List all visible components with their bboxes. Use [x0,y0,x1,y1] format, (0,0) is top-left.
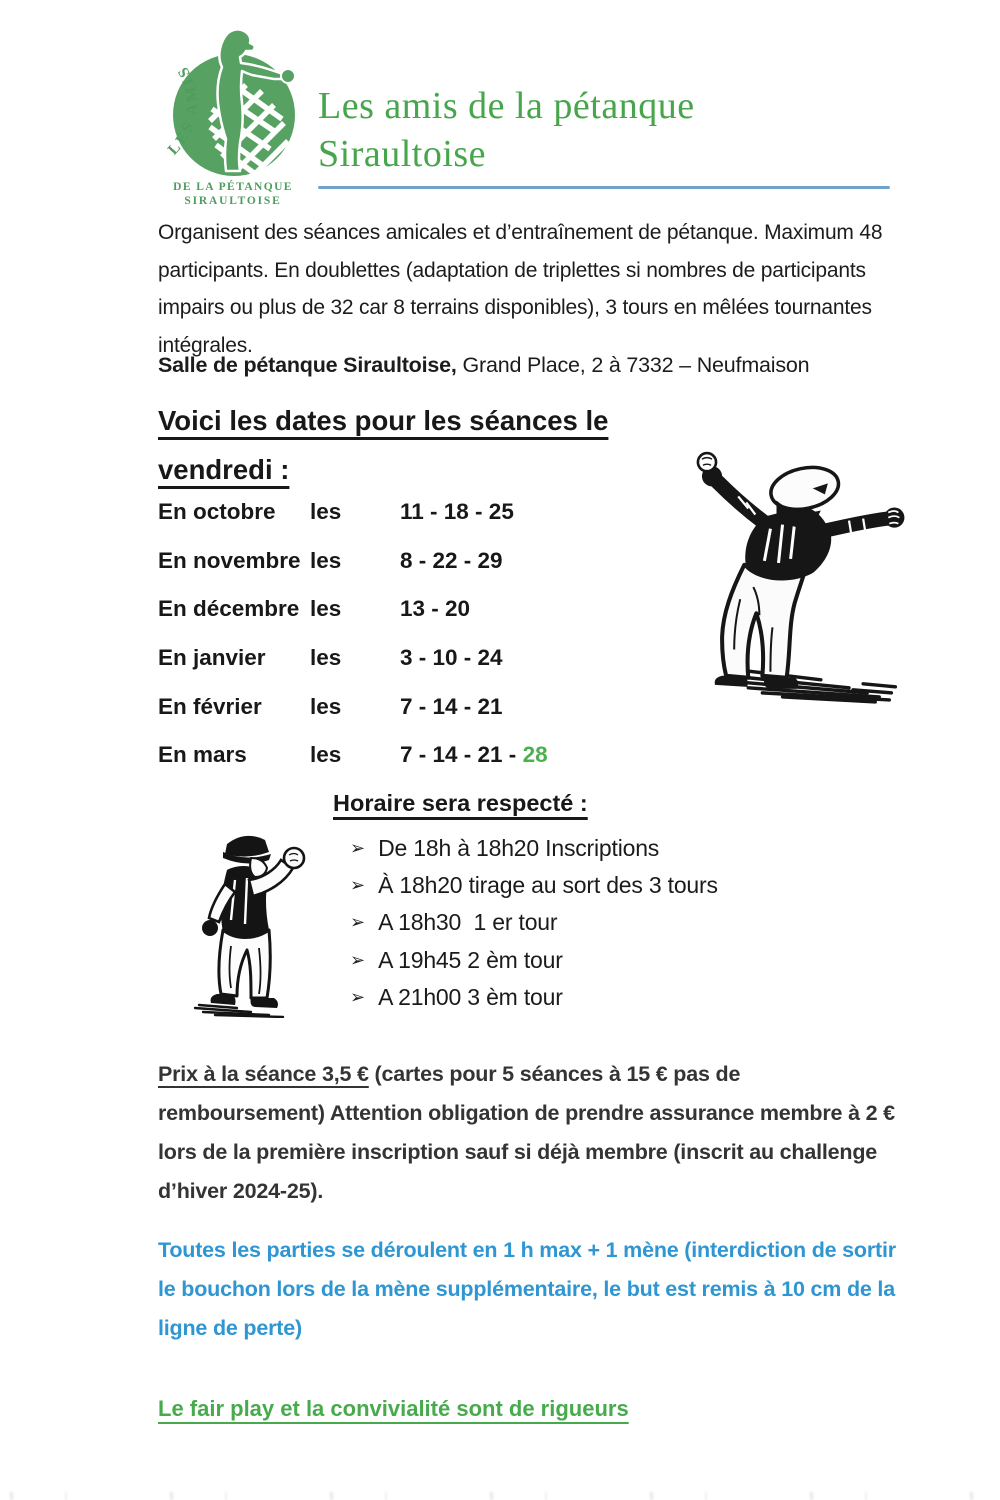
schedule-row [158,499,638,548]
player-raised-arm [718,482,764,522]
horaire-item [350,835,718,872]
boule-icon [698,453,716,471]
player-legs [219,930,270,998]
schedule-days-text: 7 - 14 - 21 - [400,742,523,768]
venue-line [158,353,809,378]
page-title [318,82,695,178]
schedule-month: En février [158,693,262,719]
logo-caption-line1: DE LA PÉTANQUE [173,181,293,193]
player-foot [251,998,279,1008]
schedule-days-text: 13 - 20 [400,596,471,622]
schedule-month: En mars [158,742,247,768]
player-legs [722,565,805,678]
schedule-month: En janvier [158,645,266,671]
schedule-days [400,742,548,768]
fairplay-line: Le fair play et la convivialité sont de rigueurs [158,1396,629,1421]
horaire-item-label: A 19h45 2 èm tour [378,946,563,973]
schedule-row [158,645,638,694]
player-foot [211,994,236,1005]
player-foot [764,678,798,689]
schedule-days [400,694,503,720]
intro-paragraph: Organisent des séances amicales et d’entraînement de pétanque. Maximum 48 participants. En doublettes (adaptation de triplettes si nombres de participants impairs ou plus de 32 car 8 terrains disponibles), 3 tours en mêlées tournantes intégrales. [158,221,883,357]
dates-heading-line1: Voici les dates pour les séances le [158,405,609,436]
schedule-article: les [310,547,342,573]
petanque-thrower-illustration-icon [650,438,905,710]
schedule-article: les [310,742,342,768]
horaire-item [350,984,718,1021]
venue-name: Salle de pétanque Siraultoise, [158,353,457,377]
schedule-days-highlight: 28 [522,742,548,768]
arrowhead-bullet-icon: ➢ [350,838,366,858]
logo-boule [281,69,295,83]
arrowhead-bullet-icon: ➢ [350,875,366,896]
horaire-item [350,947,718,984]
boule-icon [202,920,218,936]
schedule-days-text: 11 - 18 - 25 [400,499,514,524]
schedule-article: les [310,596,342,622]
schedule-row [158,742,638,791]
horaire-item-label: De 18h à 18h20 Inscriptions [378,835,660,861]
schedule-article: les [310,645,342,671]
arrowhead-bullet-icon: ➢ [350,912,366,933]
horaire-item [350,909,718,946]
schedule-days [400,596,470,622]
dates-heading [158,396,608,494]
schedule-days-text: 3 - 10 - 24 [400,645,503,671]
horaire-item-label: À 18h20 tirage au sort des 3 tours [378,872,718,899]
price-paragraph [158,1055,900,1211]
schedule-month: En octobre [158,499,276,524]
schedule-row [158,596,638,645]
player-foot [715,676,748,687]
schedule-days [400,548,503,574]
schedule-month: En novembre [158,547,301,573]
schedule-row [158,548,638,597]
boule-icon [284,848,304,868]
schedule-days [400,499,514,525]
horaire-heading: Horaire sera respecté : [333,790,588,816]
price-details: (cartes pour 5 séances à 15 € pas de remboursement) Attention obligation de prendre assurance membre à 2 € lors de la première inscription sauf si déjà membre (inscrit au challenge d’hiver 2024-25). [158,1062,895,1203]
player-cap [225,836,269,857]
horaire-list [350,835,718,1021]
schedule-days-text: 8 - 22 - 29 [400,547,503,573]
schedule-table [158,499,638,791]
player-extended-arm [825,519,887,531]
horaire-item-label: A 21h00 3 èm tour [378,983,563,1010]
schedule-article: les [310,499,342,524]
venue-address: Grand Place, 2 à 7332 – Neufmaison [456,353,810,377]
schedule-month: En décembre [158,596,300,622]
club-logo-icon [156,26,308,224]
arrowhead-bullet-icon: ➢ [350,986,366,1007]
schedule-row [158,694,638,743]
logo-arc-text: LES AMIS [164,61,202,159]
schedule-days-text: 7 - 14 - 21 [400,693,503,719]
horaire-item [350,872,718,909]
price-underlined: Prix à la séance 3,5 € [158,1062,369,1086]
horaire-item-label: A 18h30 1 er tour [378,909,558,936]
schedule-article: les [310,693,342,719]
game-rules-paragraph: Toutes les parties se déroulent en 1 h max + 1 mène (interdiction de sortir le bouchon lors de la mène supplémentaire, le but est remis à 10 cm de la ligne de perte) [158,1238,896,1340]
page-title-line2: Siraultoise [318,133,487,175]
logo-caption-line2: SIRAULTOISE [184,195,282,207]
scan-artifact [10,1492,990,1500]
schedule-days [400,645,503,671]
page-title-line1: Les amis de la pétanque [318,85,695,127]
dates-heading-line2: vendredi : [158,454,290,485]
title-divider [318,186,890,189]
petanque-aimer-illustration-icon [164,818,322,1018]
arrowhead-bullet-icon: ➢ [350,949,366,970]
shadow-hatching [728,670,895,702]
